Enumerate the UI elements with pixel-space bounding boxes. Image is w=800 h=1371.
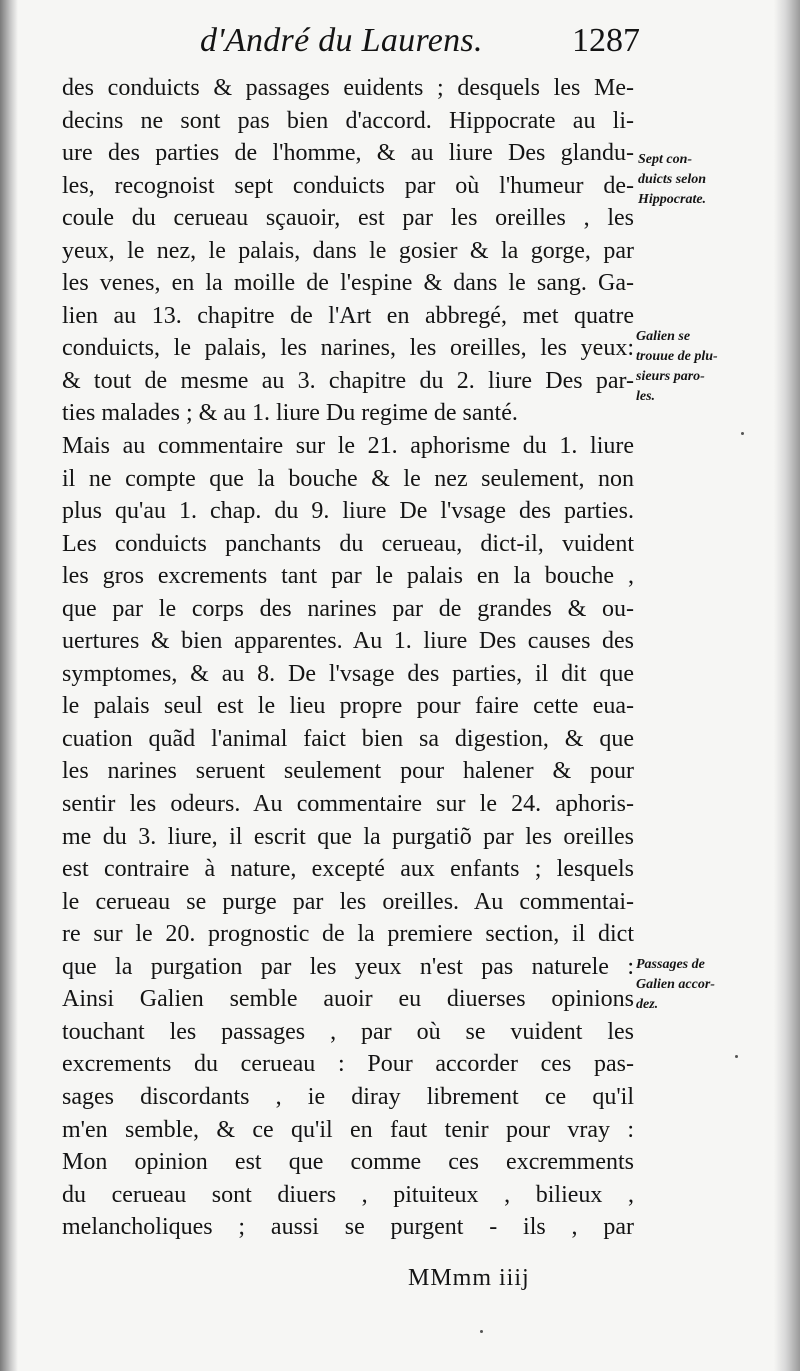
text-line: cuation quãd l'animal faict bien sa digestion, & que <box>62 725 634 752</box>
text-line: les gros excrements tant par le palais en la bouche , <box>62 563 634 590</box>
ink-speck <box>741 432 744 435</box>
page-header <box>200 22 640 72</box>
body-text <box>62 72 634 1244</box>
text-line: re sur le 20. prognostic de la premiere section, il dict <box>62 921 634 948</box>
margin-note-line: Sept con- <box>638 152 693 167</box>
margin-note-line: dez. <box>636 997 659 1012</box>
text-line: symptomes, & au 8. De l'vsage des parties, il dit que <box>62 660 634 687</box>
ink-speck <box>480 1330 483 1333</box>
text-line: excrements du cerueau : Pour accorder ces pas- <box>62 1051 634 1078</box>
running-head: d'André du Laurens. <box>200 22 483 59</box>
text-line: uertures & bien apparentes. Au 1. liure Des causes des <box>62 628 634 655</box>
text-line: les venes, en la moille de l'espine & dans le sang. Ga- <box>62 270 634 297</box>
text-line: des conduicts & passages euidents ; desquels les Me- <box>62 75 634 101</box>
text-line: ties malades ; & au 1. liure Du regime de santé. <box>62 400 518 427</box>
text-line: les narines seruent seulement pour halener & pour <box>62 758 634 785</box>
text-line: Mon opinion est que comme ces excremments <box>62 1149 634 1176</box>
text-line: Mais au commentaire sur le 21. aphorisme du 1. liure <box>62 433 634 460</box>
text-line: touchant les passages , par où se vuident les <box>62 1018 634 1045</box>
page-number: 1287 <box>572 22 640 59</box>
text-line: decins ne sont pas bien d'accord. Hippocrate au li- <box>62 107 634 134</box>
text-line: conduicts, le palais, les narines, les oreilles, les yeux: <box>62 335 634 362</box>
ink-speck <box>735 1055 738 1058</box>
text-line: coule du cerueau sçauoir, est par les oreilles , les <box>62 205 634 232</box>
text-line: & tout de mesme au 3. chapitre du 2. liure Des par- <box>62 367 634 394</box>
margin-note-line: Galien accor- <box>636 977 715 992</box>
margin-note-passages-galien <box>636 955 715 1015</box>
text-line: que la purgation par les yeux n'est pas naturele : <box>62 953 634 980</box>
text-line: les, recognoist sept conduicts par où l'humeur de- <box>62 172 634 199</box>
text-line: le palais seul est le lieu propre pour faire cette eua- <box>62 693 634 720</box>
text-line: Les conduicts panchants du cerueau, dict-il, vuident <box>62 530 634 557</box>
text-line: me du 3. liure, il escrit que la purgatiõ par les oreilles <box>62 823 634 850</box>
margin-note-line: Passages de <box>636 957 705 972</box>
text-line: que par le corps des narines par de grandes & ou- <box>62 595 634 622</box>
text-line: m'en semble, & ce qu'il en faut tenir pour vray : <box>62 1116 634 1143</box>
text-line: du cerueau sont diuers , pituiteux , bilieux , <box>62 1181 634 1208</box>
margin-note-line: duicts selon <box>638 172 707 187</box>
signature-mark: MMmm iiij <box>408 1265 530 1291</box>
text-line: sages discordants , ie diray librement ce qu'il <box>62 1083 634 1110</box>
text-line: le cerueau se purge par les oreilles. Au commentai- <box>62 888 634 915</box>
text-line: Ainsi Galien semble auoir eu diuerses opinions <box>62 986 634 1013</box>
margin-note-sept-conduicts <box>638 150 706 210</box>
text-line: lien au 13. chapitre de l'Art en abbregé, met quatre <box>62 302 634 329</box>
margin-note-line: trouue de plu- <box>636 349 718 364</box>
margin-note-line: Galien se <box>636 329 691 344</box>
text-line: melancholiques ; aussi se purgent - ils , par <box>62 1214 634 1241</box>
text-line: yeux, le nez, le palais, dans le gosier & la gorge, par <box>62 237 634 264</box>
binding-shadow <box>0 0 18 1371</box>
text-line: sentir les odeurs. Au commentaire sur le 24. aphoris- <box>62 791 634 818</box>
page-edge-shadow <box>774 0 800 1371</box>
text-line: ure des parties de l'homme, & au liure Des glandu- <box>62 140 634 167</box>
margin-note-line: Hippocrate. <box>638 192 707 207</box>
text-line: plus qu'au 1. chap. du 9. liure De l'vsage des parties. <box>62 498 634 525</box>
text-line: est contraire à nature, excepté aux enfants ; lesquels <box>62 856 634 883</box>
text-line: il ne compte que la bouche & le nez seulement, non <box>62 465 634 492</box>
margin-note-line: les. <box>636 389 656 404</box>
margin-note-galien-paroles <box>636 327 718 407</box>
margin-note-line: sieurs paro- <box>636 369 705 384</box>
